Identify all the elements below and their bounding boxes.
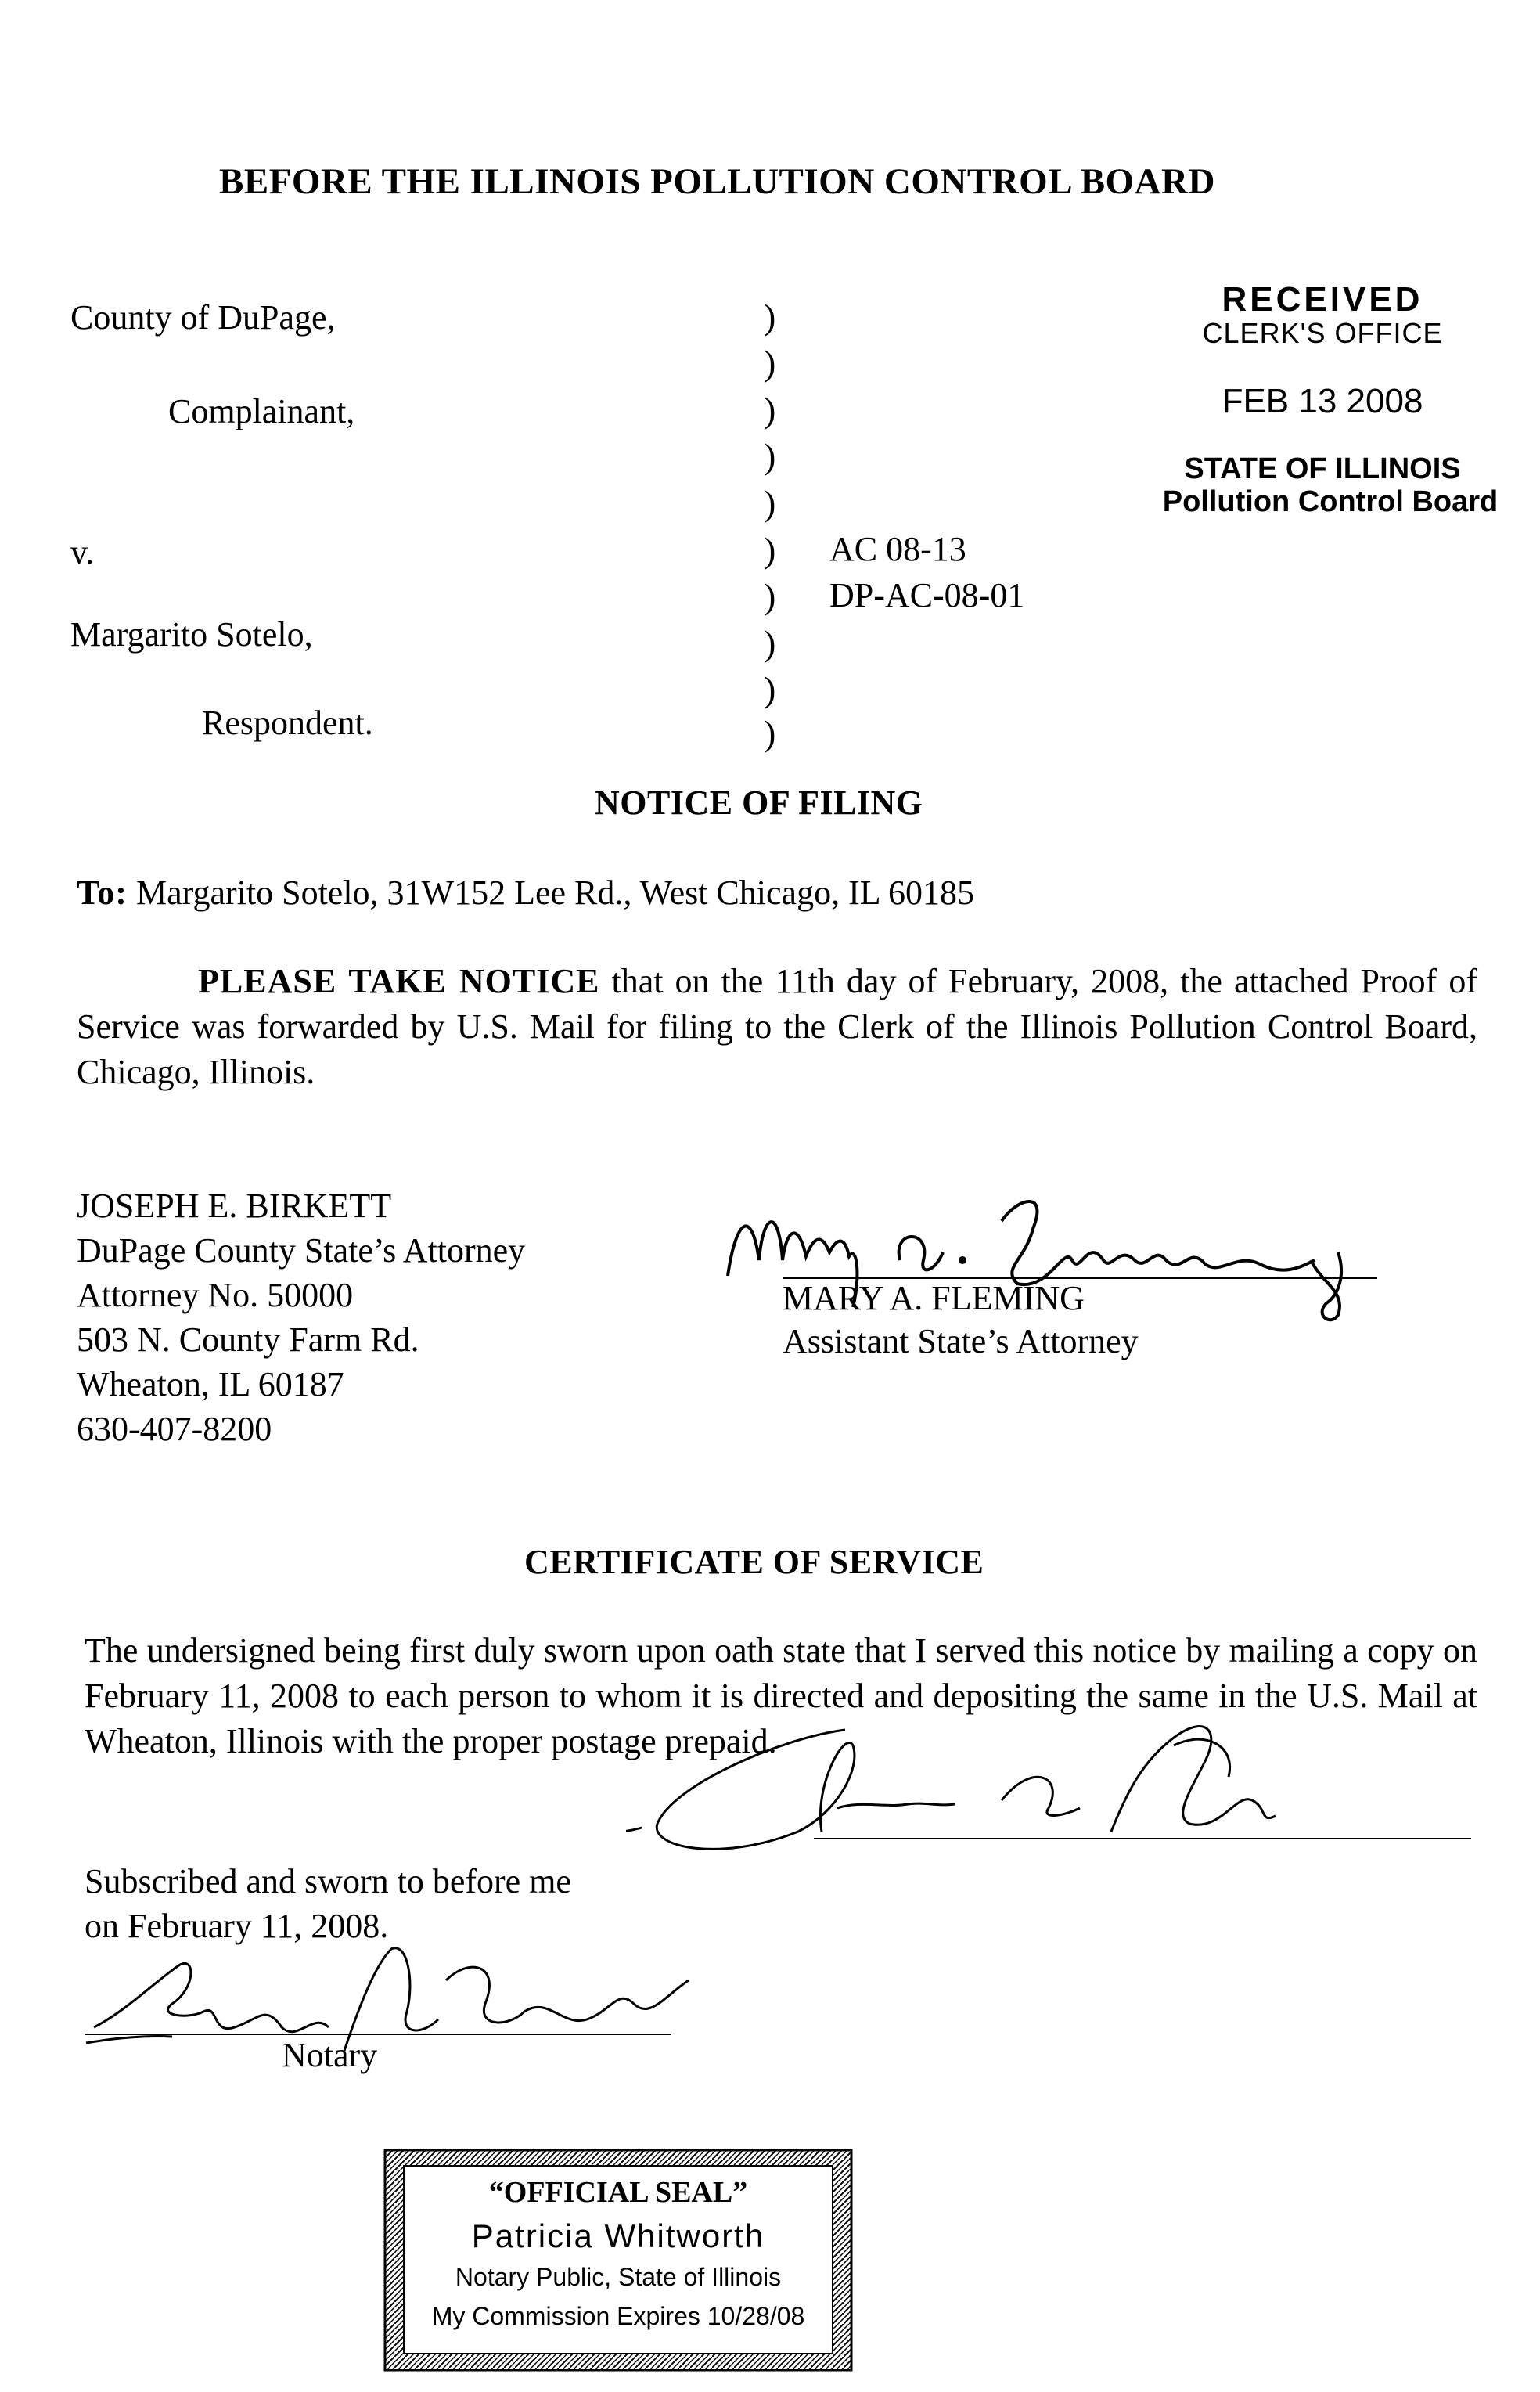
subscribed-date: on February 11, 2008. — [85, 1907, 389, 1945]
official-seal — [383, 2149, 853, 2372]
seal-notary-public: Notary Public, State of Illinois — [455, 2263, 782, 2291]
certificate-body: The undersigned being first duly sworn upon oath state that I served this notice by mailing a copy on February 11, 2008 to each person to whom it is directed and depositing the same in the U.S. Mail at Wheaton, Illinois with the proper postage prepaid. — [85, 1631, 1477, 1760]
versus-label: v. — [70, 533, 95, 571]
seal-commission-expires: My Commission Expires 10/28/08 — [431, 2302, 805, 2330]
caption-paren: ) — [764, 436, 776, 476]
attorney-number: Attorney No. 50000 — [77, 1276, 354, 1314]
affiant-signature-line — [814, 1838, 1471, 1839]
signature-affiant — [626, 1714, 1487, 1879]
certificate-title: CERTIFICATE OF SERVICE — [524, 1543, 984, 1581]
signature-notary — [78, 1933, 720, 2074]
caption-paren: ) — [764, 483, 776, 523]
caption-paren: ) — [764, 713, 776, 753]
caption-paren: ) — [764, 390, 776, 430]
to-label: To: — [77, 874, 128, 912]
attorney-name: JOSEPH E. BIRKETT — [77, 1187, 392, 1225]
caption-paren: ) — [764, 343, 776, 383]
seal-notary-name: Patricia Whitworth — [471, 2217, 765, 2254]
received-stamp-date: FEB 13 2008 — [1222, 382, 1423, 420]
attorney-address: 503 N. County Farm Rd. — [77, 1320, 419, 1359]
attorney-title: DuPage County State’s Attorney — [77, 1231, 526, 1270]
received-stamp-board: Pollution Control Board — [1162, 485, 1499, 518]
seal-title: “OFFICIAL SEAL” — [488, 2176, 748, 2209]
complainant-name: County of DuPage, — [70, 298, 336, 337]
received-stamp-state: STATE OF ILLINOIS — [1184, 452, 1461, 485]
respondent-name: Margarito Sotelo, — [70, 615, 313, 654]
notary-label: Notary — [282, 2036, 378, 2074]
notary-signature-line — [85, 2034, 671, 2035]
received-stamp-title: RECEIVED — [1222, 280, 1423, 319]
caption-paren: ) — [764, 576, 776, 616]
signer-title: Assistant State’s Attorney — [783, 1322, 1139, 1360]
respondent-role: Respondent. — [202, 704, 373, 742]
attorney-phone: 630-407-8200 — [77, 1410, 272, 1448]
notice-paragraph — [77, 959, 1477, 1095]
recipient-address: Margarito Sotelo, 31W152 Lee Rd., West Chicago, IL 60185 — [135, 874, 974, 912]
notice-lead: PLEASE TAKE NOTICE — [198, 962, 600, 1000]
board-heading: BEFORE THE ILLINOIS POLLUTION CONTROL BOARD — [219, 161, 1215, 202]
caption-paren: ) — [764, 623, 776, 663]
attorney-city: Wheaton, IL 60187 — [77, 1365, 344, 1403]
caption-paren: ) — [764, 530, 776, 570]
complainant-role: Complainant, — [168, 392, 355, 430]
notice-recipient — [77, 873, 974, 914]
caption-paren: ) — [764, 297, 776, 337]
caption-paren: ) — [764, 669, 776, 709]
notice-body: that on the 11th day of February, 2008, the attached Proof of Service was forwarded by U.S. Mail for filing to the Clerk of the Illinois Pollution Control Board, Chicago, Illinois. — [77, 962, 1477, 1091]
case-number: AC 08-13 — [829, 530, 966, 568]
docket-number: DP-AC-08-01 — [829, 576, 1025, 614]
received-stamp-office: CLERK'S OFFICE — [1202, 317, 1443, 349]
notice-title: NOTICE OF FILING — [595, 784, 923, 822]
subscribed-text: Subscribed and sworn to before me — [85, 1862, 571, 1900]
signer-name: MARY A. FLEMING — [783, 1279, 1085, 1317]
